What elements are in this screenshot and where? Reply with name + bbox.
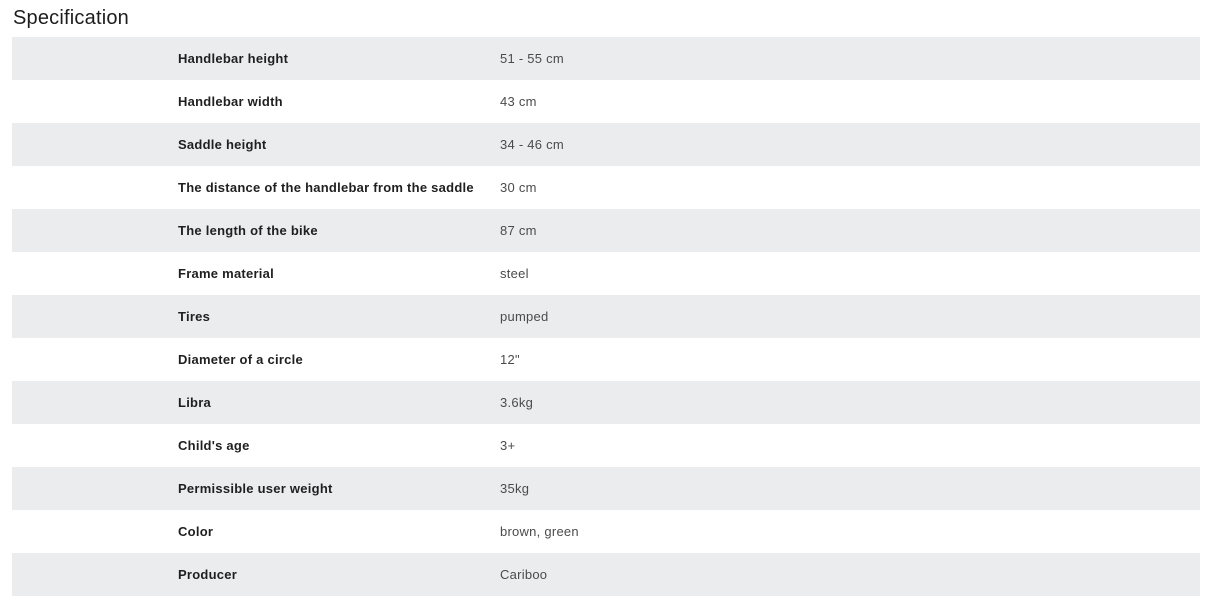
table-row <box>12 424 1200 467</box>
spec-label: Handlebar height <box>178 51 289 66</box>
spec-value: 34 - 46 cm <box>500 137 564 152</box>
spec-label: Frame material <box>178 266 274 281</box>
table-row <box>12 467 1200 510</box>
spec-label: Tires <box>178 309 211 324</box>
spec-label: Producer <box>178 567 238 582</box>
spec-value: steel <box>500 266 529 281</box>
spec-label: Permissible user weight <box>178 481 333 496</box>
spec-label: Libra <box>178 395 212 410</box>
table-row <box>12 295 1200 338</box>
spec-label: Color <box>178 524 214 539</box>
spec-label: Handlebar width <box>178 94 283 109</box>
table-row <box>12 381 1200 424</box>
table-row <box>12 123 1200 166</box>
table-row <box>12 553 1200 596</box>
spec-value: Cariboo <box>500 567 548 582</box>
spec-label: The distance of the handlebar from the saddle <box>178 180 474 195</box>
table-row <box>12 80 1200 123</box>
spec-label: Diameter of a circle <box>178 352 303 367</box>
spec-value: 51 - 55 cm <box>500 51 564 66</box>
table-row <box>12 166 1200 209</box>
spec-value: 3+ <box>500 438 516 453</box>
spec-value: 30 cm <box>500 180 537 195</box>
table-row <box>12 37 1200 80</box>
table-row <box>12 338 1200 381</box>
spec-label: Saddle height <box>178 137 267 152</box>
spec-value: 3.6kg <box>500 395 534 410</box>
spec-value: 43 cm <box>500 94 537 109</box>
spec-value: 12" <box>500 352 520 367</box>
spec-value: pumped <box>500 309 549 324</box>
table-row <box>12 510 1200 553</box>
page-title: Specification <box>13 7 129 29</box>
spec-label: Child's age <box>178 438 250 453</box>
spec-value: 87 cm <box>500 223 537 238</box>
specification-table <box>12 37 1200 596</box>
spec-value: 35kg <box>500 481 530 496</box>
table-row <box>12 209 1200 252</box>
table-row <box>12 252 1200 295</box>
spec-value: brown, green <box>500 524 579 539</box>
spec-label: The length of the bike <box>178 223 318 238</box>
